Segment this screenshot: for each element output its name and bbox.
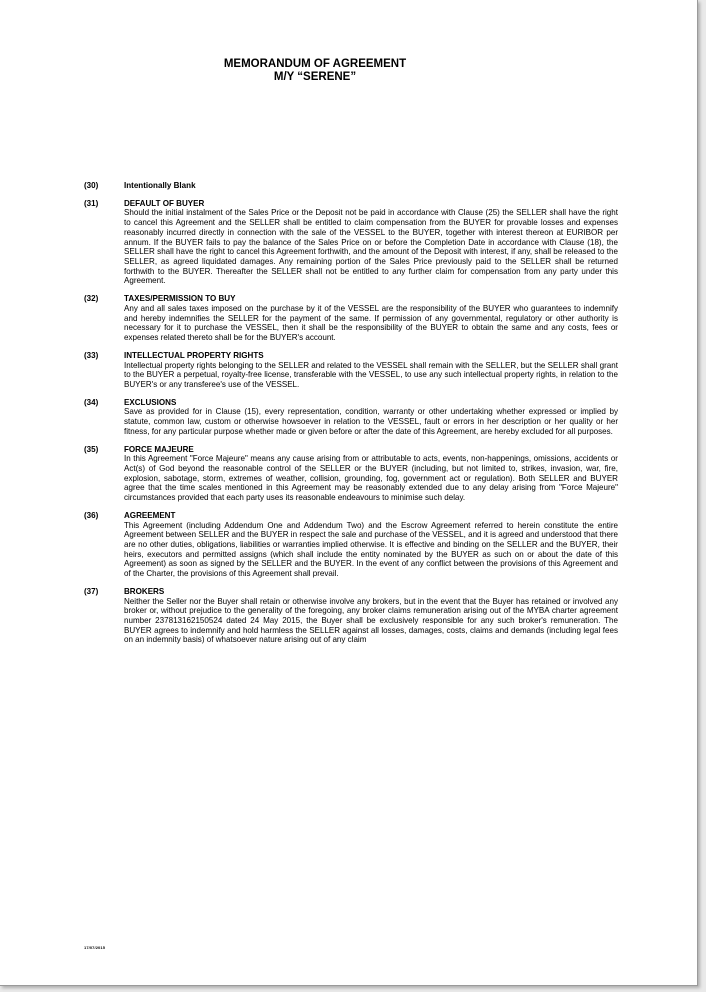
clause-body: Any and all sales taxes imposed on the purchase by it of the VESSEL are the responsibility of the BUYER who guarantees to indemnify and hereby indemnifies the SELLER for the payment of the same. If permission of any governmental, regulatory or other authority is necessary for it to purchase the VESSEL, then it shall be the responsibility of the BUYER to obtain the same and any costs, fees or expenses related thereto shall be for the BUYER's account. — [124, 303, 618, 343]
clause-heading: INTELLECTUAL PROPERTY RIGHTS — [124, 350, 264, 360]
clause-heading: Intentionally Blank — [124, 181, 196, 190]
clause-31 — [84, 199, 618, 286]
clause-36 — [84, 511, 618, 579]
clause-number: (32) — [84, 294, 99, 304]
clause-34 — [84, 398, 618, 437]
clause-body: Should the initial instalment of the Sales Price or the Deposit not be paid in accordance with Clause (25) the SELLER shall have the right to cancel this Agreement and the SELLER shall be entitled to claim compensation from the BUYER for provable losses and expenses reasonably incurred directly in connection with the sale of the VESSEL to the BUYER, together with interest thereon at EURIBOR per annum. If the BUYER fails to pay the balance of the Sales Price on or before the Completion Date in accordance with Clause (18), the SELLER shall have the right to cancel this Agreement forthwith, and the amount of the Deposit with interest, if any, shall be released to the SELLER, as agreed liquidated damages. Any remaining portion of the Sales Price previously paid to the SELLER shall be returned forthwith to the BUYER. Thereafter the SELLER shall not be entitled to any further claim for compensation from any party under this Agreement. — [124, 208, 618, 286]
clause-number: (30) — [84, 181, 99, 190]
footer-version-code: 17/07/2015 — [84, 945, 106, 950]
clause-heading: EXCLUSIONS — [124, 397, 177, 407]
clause-number: (36) — [84, 510, 99, 520]
clause-heading: AGREEMENT — [124, 510, 176, 520]
clause-37 — [84, 587, 618, 645]
clause-body: This Agreement (including Addendum One and Addendum Two) and the Escrow Agreement referred to herein constitute the entire Agreement between SELLER and the BUYER in respect the sale and purchase of the VESSEL, and it is agreed and understood that there are no other duties, obligations, liabilities or warranties implied otherwise. It is effective and binding on the SELLER and the BUYER, their heirs, executors and permitted assigns (which shall include the entity nominated by the BUYER as such on or about the date of this Agreement) as soon as signed by the SELLER and the BUYER. In the event of any conflict between the provisions of this Agreement and of the Charter, the provisions of this Agreement shall prevail. — [124, 520, 618, 579]
clause-number: (34) — [84, 397, 99, 407]
clause-body: In this Agreement "Force Majeure" means any cause arising from or attributable to acts, events, non-happenings, omissions, accidents or Act(s) of God beyond the reasonable control of the SELLER or the BUYER (including, but not limited to, strikes, invasion, war, fire, explosion, sabotage, storm, extremes of weather, collision, grounding, fog, government act or regulation). Both SELLER and BUYER agree that the time scales mentioned in this Agreement may be reasonably extended due to any delay arising from "Force Majeure" circumstances provided that each party uses its reasonable endeavours to minimise such delay. — [124, 454, 618, 503]
clause-32 — [84, 294, 618, 343]
clause-number: (33) — [84, 350, 99, 360]
vessel-name-title: M/Y “SERENE” — [273, 71, 357, 83]
clause-heading: DEFAULT OF BUYER — [124, 198, 205, 208]
clause-35 — [84, 445, 618, 503]
clause-body: Save as provided for in Clause (15), every representation, condition, warranty or other undertaking whether expressed or implied by statute, common law, custom or otherwise howsoever in relation to the VESSEL, fault or errors in her description or her quality or her fitness, for any particular purpose whether made or given before or after the date of this Agreement, are hereby excluded for all purposes. — [124, 407, 618, 436]
document-title: MEMORANDUM OF AGREEMENT — [223, 58, 407, 70]
clause-30 — [84, 181, 618, 191]
clause-list — [84, 181, 618, 653]
clause-heading: BROKERS — [124, 586, 165, 596]
clause-33 — [84, 351, 618, 390]
clause-number: (35) — [84, 444, 99, 454]
clause-body: Neither the Seller nor the Buyer shall retain or otherwise involve any brokers, but in the event that the Buyer has retained or involved any broker or, without prejudice to the generality of the foregoing, any broker claims remuneration arising out of the MYBA charter agreement number 237813162150524 dated 24 May 2015, the Buyer shall be exclusively responsible for any such broker's remuneration. The BUYER agrees to indemnify and hold harmless the SELLER against all losses, damages, costs, claims and demands (including legal fees on an indemnity basis) of whatsoever nature arising out of any claim — [124, 596, 618, 645]
clause-body: Intellectual property rights belonging to the SELLER and related to the VESSEL shall remain with the SELLER, but the SELLER shall grant to the BUYER a perpetual, royalty-free license, transferable with the VESSEL, to use any such intellectual property rights, in relation to the BUYER's or any transferee's use of the VESSEL. — [124, 360, 618, 389]
clause-heading: FORCE MAJEURE — [124, 444, 194, 454]
clause-heading: TAXES/PERMISSION TO BUY — [124, 294, 236, 304]
clause-number: (37) — [84, 586, 99, 596]
clause-number: (31) — [84, 198, 99, 208]
